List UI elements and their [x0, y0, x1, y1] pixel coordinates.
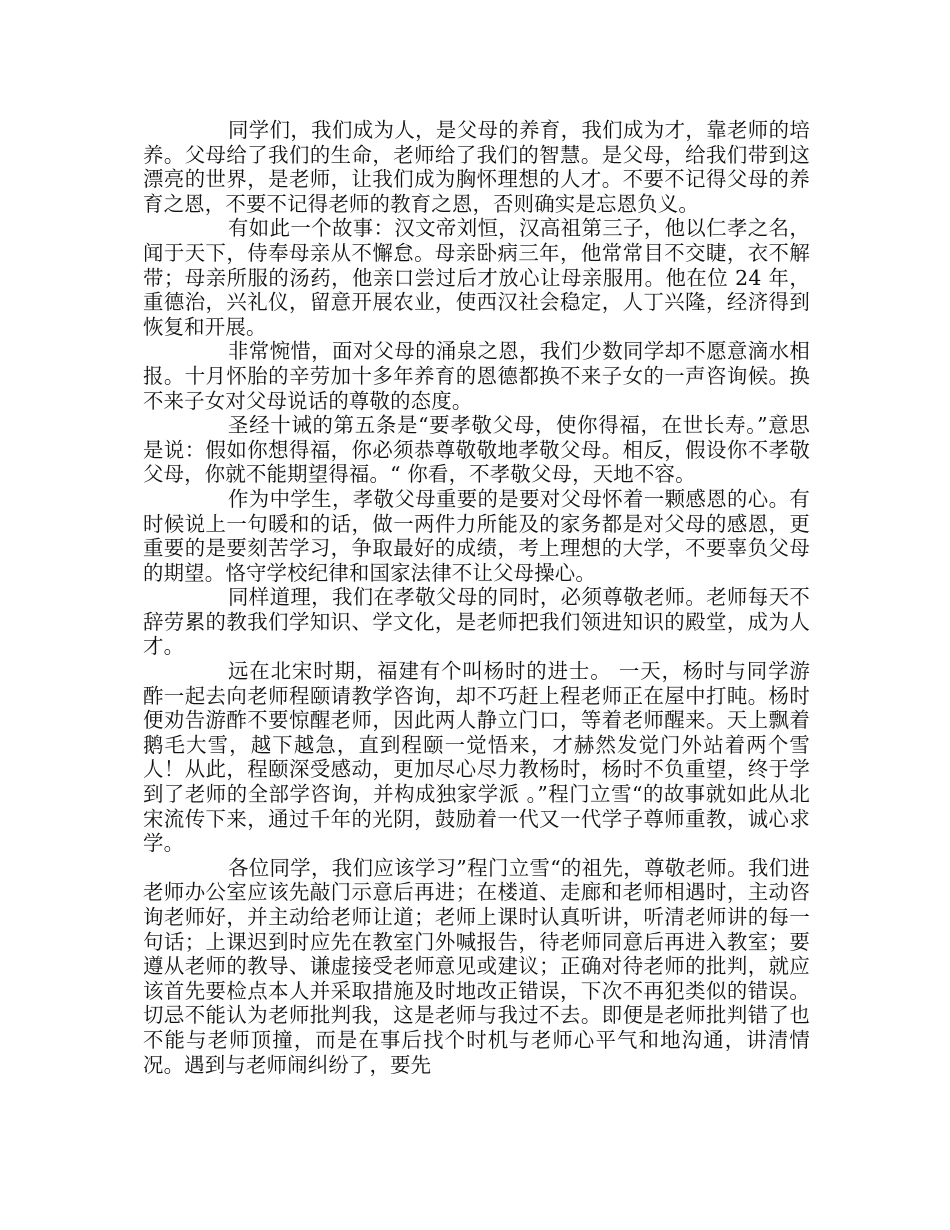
- paragraph: 同样道理，我们在孝敬父母的同时，必须尊敬老师。老师每天不辞劳累的教我们学知识、学文化，是老师把我们领进知识的殿堂，成为人才。: [143, 585, 810, 659]
- paragraph: 有如此一个故事：汉文帝刘恒，汉高祖第三子，他以仁孝之名，闻于天下，侍奉母亲从不懈怠。母亲卧病三年，他常常目不交睫，衣不解带；母亲所服的汤药，他亲口尝过后才放心让母亲服用。他在位 24 年，重德治，兴礼仪，留意开展农业，使西汉社会稳定，人丁兴隆，经济得到恢复和开展。: [143, 216, 810, 339]
- paragraph: 各位同学，我们应该学习”程门立雪“的祖先，尊敬老师。我们进老师办公室应该先敲门示意后再进；在楼道、走廊和老师相遇时，主动咨询老师好，并主动给老师让道；老师上课时认真听讲，听清老师讲的每一句话；上课迟到时应先在教室门外喊报告，待老师同意后再进入教室；要遵从老师的教导、谦虚接受老师意见或建议；正确对待老师的批判，就应该首先要检点本人并采取措施及时地改正错误，下次不再犯类似的错误。切忌不能认为老师批判我，这是老师与我过不去。即便是老师批判错了也不能与老师顶撞，而是在事后找个时机与老师心平气和地沟通，讲清情况。遇到与老师闹纠纷了，要先: [143, 855, 810, 1077]
- paragraph: 非常惋惜，面对父母的涌泉之恩，我们少数同学却不愿意滴水相报。十月怀胎的辛劳加十多年养育的恩德都换不来子女的一声咨询候。换不来子女对父母说话的尊敬的态度。: [143, 339, 810, 413]
- paragraph: 作为中学生，孝敬父母重要的是要对父母怀着一颗感恩的心。有时候说上一句暖和的话，做一两件力所能及的家务都是对父母的感恩，更重要的是要刻苦学习，争取最好的成绩，考上理想的大学，不要辜负父母的期望。恪守学校纪律和国家法律不让父母操心。: [143, 486, 810, 585]
- paragraph: 远在北宋时期，福建有个叫杨时的进士。 一天，杨时与同学游酢一起去向老师程颐请教学咨询，却不巧赶上程老师正在屋中打盹。杨时便劝告游酢不要惊醒老师，因此两人静立门口，等着老师醒来。天上飘着鹅毛大雪，越下越急，直到程颐一觉悟来，才赫然发觉门外站着两个雪人！从此，程颐深受感动，更加尽心尽力教杨时，杨时不负重望，终于学到了老师的全部学咨询，并构成独家学派 。”程门立雪“的故事就如此从北宋流传下来，通过千年的光阴，鼓励着一代又一代学子尊师重教，诚心求学。: [143, 659, 810, 856]
- paragraph: 同学们，我们成为人，是父母的养育，我们成为才，靠老师的培养。父母给了我们的生命，老师给了我们的智慧。是父母，给我们带到这漂亮的世界，是老师，让我们成为胸怀理想的人才。不要不记得父母的养育之恩，不要不记得老师的教育之恩，否则确实是忘恩负义。: [143, 118, 810, 216]
- document-body: [143, 118, 810, 1077]
- paragraph: 圣经十诫的第五条是“要孝敬父母，使你得福，在世长寿。”意思是说：假如你想得福，你必须恭尊敬敬地孝敬父母。相反，假设你不孝敬父母，你就不能期望得福。“ 你看，不孝敬父母，天地不容。: [143, 413, 810, 487]
